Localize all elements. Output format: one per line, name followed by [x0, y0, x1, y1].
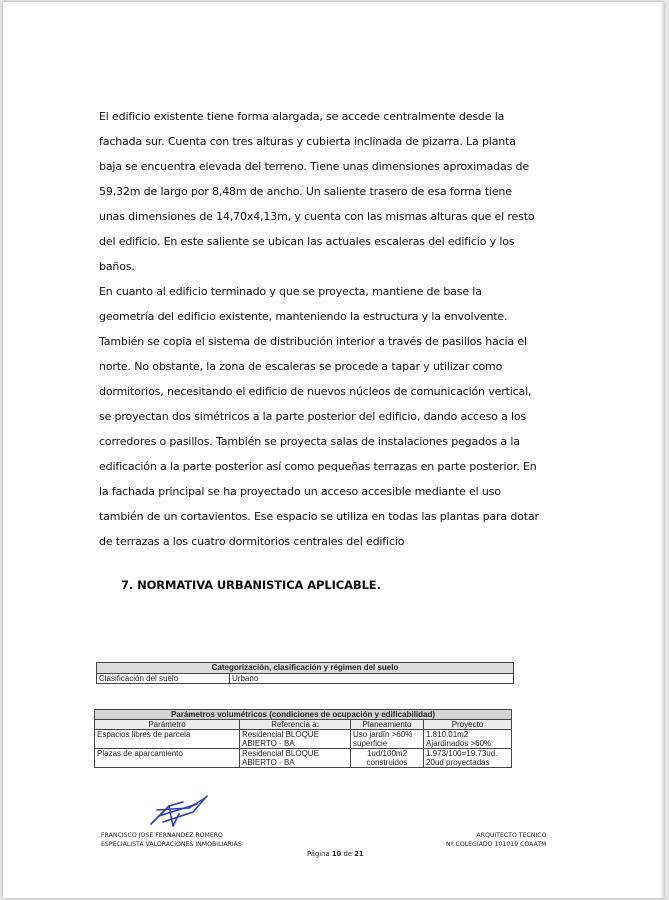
table-cell: Urbano	[230, 674, 514, 684]
text-line: unas dimensiones de 14,70x4,13m, y cuenta con las mismas alturas que el resto	[99, 210, 535, 223]
text-line: En cuanto al edificio terminado y que se proyecta, mantiene de base la	[99, 285, 482, 298]
table-cell	[424, 730, 512, 749]
page-label: Página	[307, 850, 330, 858]
text-line: baja se encuentra elevada del terreno. Tiene unas dimensiones aproximadas de	[99, 160, 529, 173]
table-cell: Plazas de aparcamiento	[95, 749, 240, 768]
text-line: El edificio existente tiene forma alargada, se accede centralmente desde la	[99, 110, 505, 123]
paragraph-2	[99, 279, 539, 554]
text-line: norte. No obstante, la zona de escaleras se procede a tapar y utilizar como	[99, 360, 503, 373]
page-of-label: de	[343, 850, 352, 858]
body-text	[99, 104, 539, 554]
author-title: ESPECIALISTA VALORACIONES INMOBILIARIAS	[101, 841, 242, 848]
land-classification-table	[96, 662, 514, 684]
table-cell	[240, 730, 351, 749]
cell-line: Uso jardín >60%	[353, 730, 413, 739]
column-header: Parámetro	[95, 720, 240, 730]
section-heading: 7. NORMATIVA URBANISTICA APLICABLE.	[121, 578, 381, 592]
text-line: baños.	[99, 260, 135, 273]
page-edge-shadow	[660, 2, 664, 898]
author-name: FRANCISCO JOSE FERNANDEZ ROMERO	[101, 832, 223, 839]
text-line: la fachada principal se ha proyectado un acceso accesible mediante el uso	[99, 485, 501, 498]
column-header: Referencia a:	[240, 720, 351, 730]
cell-line: 1.810.01m2	[426, 730, 469, 739]
text-line: edificación a la parte posterior así como pequeñas terrazas en parte posterior. En	[99, 460, 537, 473]
table-row	[95, 749, 512, 768]
paragraph-1	[99, 104, 535, 279]
footer-credentials	[446, 831, 546, 849]
credential-number: Nº COLEGIADO 101019 COAATM	[446, 841, 547, 848]
cell-line: 1.973/100=19.73ud.	[426, 749, 498, 758]
cell-line: construidos	[366, 758, 408, 767]
text-line: corredores o pasillos. También se proyecta salas de instalaciones pegados a la	[99, 435, 520, 448]
column-header: Proyecto	[424, 720, 512, 730]
volumetric-parameters-table	[94, 709, 512, 768]
text-line: del edificio. En este saliente se ubican las actuales escaleras del edificio y los	[99, 235, 515, 248]
cell-line: 1ud/100m2	[366, 749, 408, 758]
cell-line: ABIERTO - BA	[242, 758, 295, 767]
page-number	[307, 850, 364, 859]
table-row	[97, 674, 514, 684]
page-current: 10	[331, 850, 342, 858]
table-cell	[351, 730, 424, 749]
document-page	[3, 2, 664, 898]
table-cell	[240, 749, 351, 768]
signature-mark	[149, 794, 213, 830]
table-cell	[351, 749, 424, 768]
cell-line: ABIERTO - BA	[242, 739, 295, 748]
table-cell: Espacios libres de parcela	[95, 730, 240, 749]
text-line: También se copia el sistema de distribución interior a través de pasillos hacia el	[99, 335, 527, 348]
cell-line: Ajardinados >60%	[426, 739, 492, 748]
text-line: fachada sur. Cuenta con tres alturas y cubierta inclinada de pizarra. La planta	[99, 135, 516, 148]
text-line: se proyectan dos simétricos a la parte posterior del edificio, dando acceso a los	[99, 410, 527, 423]
text-line: de terrazas a los cuatro dormitorios centrales del edificio	[99, 535, 405, 548]
cell-line: 20ud proyectadas	[426, 758, 490, 767]
footer-author	[101, 831, 242, 849]
page-total: 21	[354, 850, 364, 858]
column-header: Planeamiento	[351, 720, 424, 730]
table-title: Categorización, clasificación y régimen del suelo	[97, 663, 514, 674]
table-cell: Clasificación del suelo	[97, 674, 230, 684]
cell-line: Residencial BLOQUE	[242, 749, 319, 758]
table-row	[95, 730, 512, 749]
cell-line: superficie	[353, 739, 388, 748]
table-title: Parámetros volumétricos (condiciones de ocupación y edificabilidad)	[95, 710, 512, 720]
text-line: dormitorios, necesitando el edificio de nuevos núcleos de comunicación vertical,	[99, 385, 532, 398]
text-line: también de un cortavientos. Ese espacio se utiliza en todas las plantas para dotar	[99, 510, 539, 523]
text-line: 59,32m de largo por 8,48m de ancho. Un saliente trasero de esa forma tiene	[99, 185, 512, 198]
text-line: geometría del edificio existente, manteniendo la estructura y la envolvente.	[99, 310, 508, 323]
cell-line: Residencial BLOQUE	[242, 730, 319, 739]
table-cell	[424, 749, 512, 768]
credential-title: ARQUITECTO TECNICO	[476, 832, 547, 839]
